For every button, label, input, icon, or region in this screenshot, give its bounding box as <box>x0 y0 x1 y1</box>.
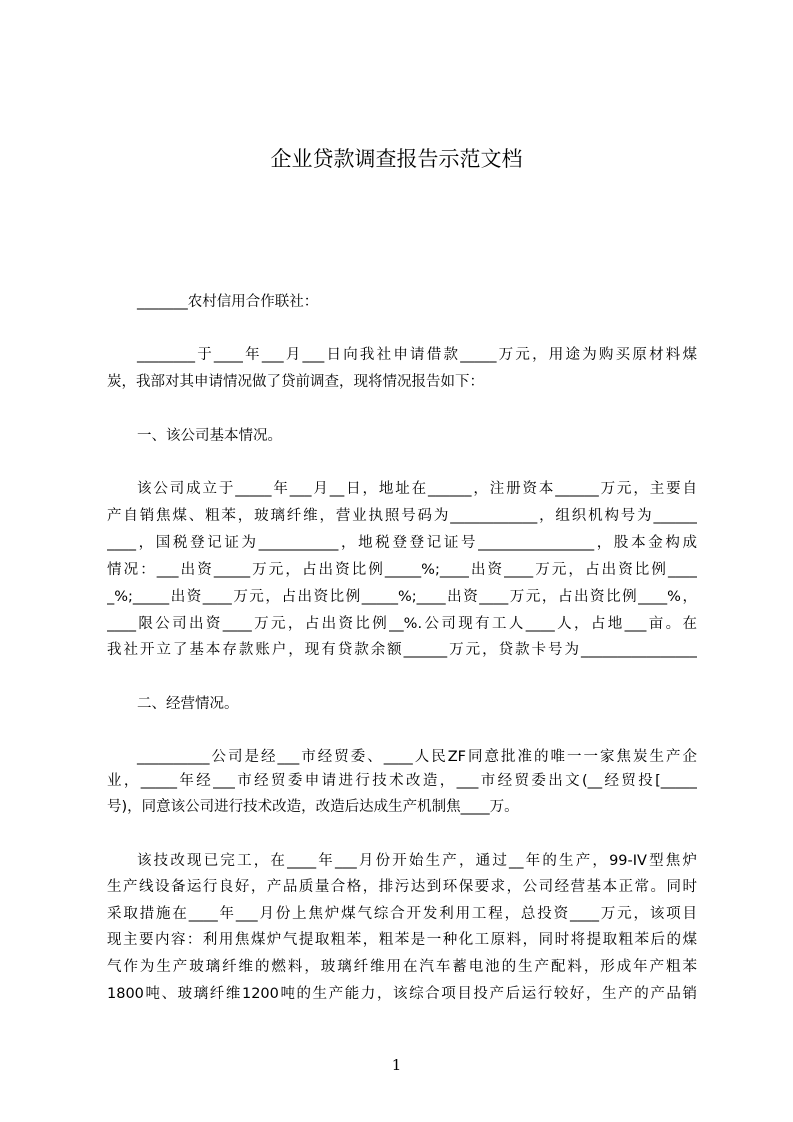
paragraph-line: 业，_____年经___市经贸委申请进行技术改造，___市经贸委出文(__经贸投[_____ <box>107 773 697 789</box>
paragraph-line: 情况：___出资_____万元，占出资比例_____%;____出资____万元，占出资比例____ <box>107 562 697 578</box>
paragraph-line: 气作为生产玻璃纤维的燃料，玻璃纤维用在汽车蓄电池的生产配料，形成年产粗苯 <box>107 959 697 975</box>
salutation: _______农村信用合作联社： <box>137 294 319 310</box>
paragraph-line: 炭，我部对其申请情况做了贷前调查，现将情况报告如下： <box>107 374 484 390</box>
paragraph-line: 现主要内容：利用焦煤炉气提取粗苯，粗苯是一种化工原料，同时将提取粗苯后的煤 <box>107 932 697 948</box>
paragraph-line: 生产线设备运行良好，产品质量合格，排污达到环保要求，公司经营基本正常。同时 <box>107 879 697 895</box>
paragraph-line: 采取措施在____年___月份上焦炉煤气综合开发利用工程，总投资____万元，该项目 <box>107 906 697 922</box>
section-heading: 二、经营情况。 <box>137 696 239 712</box>
document-title: 企业贷款调查报告示范文档 <box>270 147 523 171</box>
paragraph-line: 我社开立了基本存款账户，现有贷款余额______万元，贷款卡号为________________ <box>107 642 697 658</box>
paragraph-line: 该公司成立于_____年___月__日，地址在______，注册资本______万元，主要自 <box>137 481 697 497</box>
paragraph-line: ____限公司出资____万元，占出资比例__%.公司现有工人____人，占地___亩。在 <box>107 616 697 632</box>
paragraph-line: 号)，同意该公司进行技术改造，改造后达成生产机制焦____万。 <box>107 799 519 815</box>
section-heading: 一、该公司基本情况。 <box>137 428 282 444</box>
paragraph-line: 该技改现已完工，在____年___月份开始生产，通过__年的生产，99-IV型焦炉 <box>137 853 697 869</box>
paragraph-line: 产自销焦煤、粗苯，玻璃纤维，营业执照号码为____________，组织机构号为______ <box>107 508 697 524</box>
paragraph-line: ____，国税登记证为___________，地税登登记证号________________，股本金构成 <box>107 535 697 551</box>
paragraph-line: __________公司是经___市经贸委、____人民ZF同意批准的唯一一家焦炭生产企 <box>137 749 697 765</box>
paragraph-line: ________于____年___月___日向我社申请借款_____万元，用途为购买原材料煤 <box>137 347 697 363</box>
page-number: 1 <box>391 1056 402 1074</box>
paragraph-line: _%;_____出资____万元，占出资比例_____%;____出资____万元，占出资比例____%， <box>107 589 697 605</box>
paragraph-line: 1800吨、玻璃纤维1200吨的生产能力，该综合项目投产后运行较好，生产的产品销 <box>107 986 697 1002</box>
